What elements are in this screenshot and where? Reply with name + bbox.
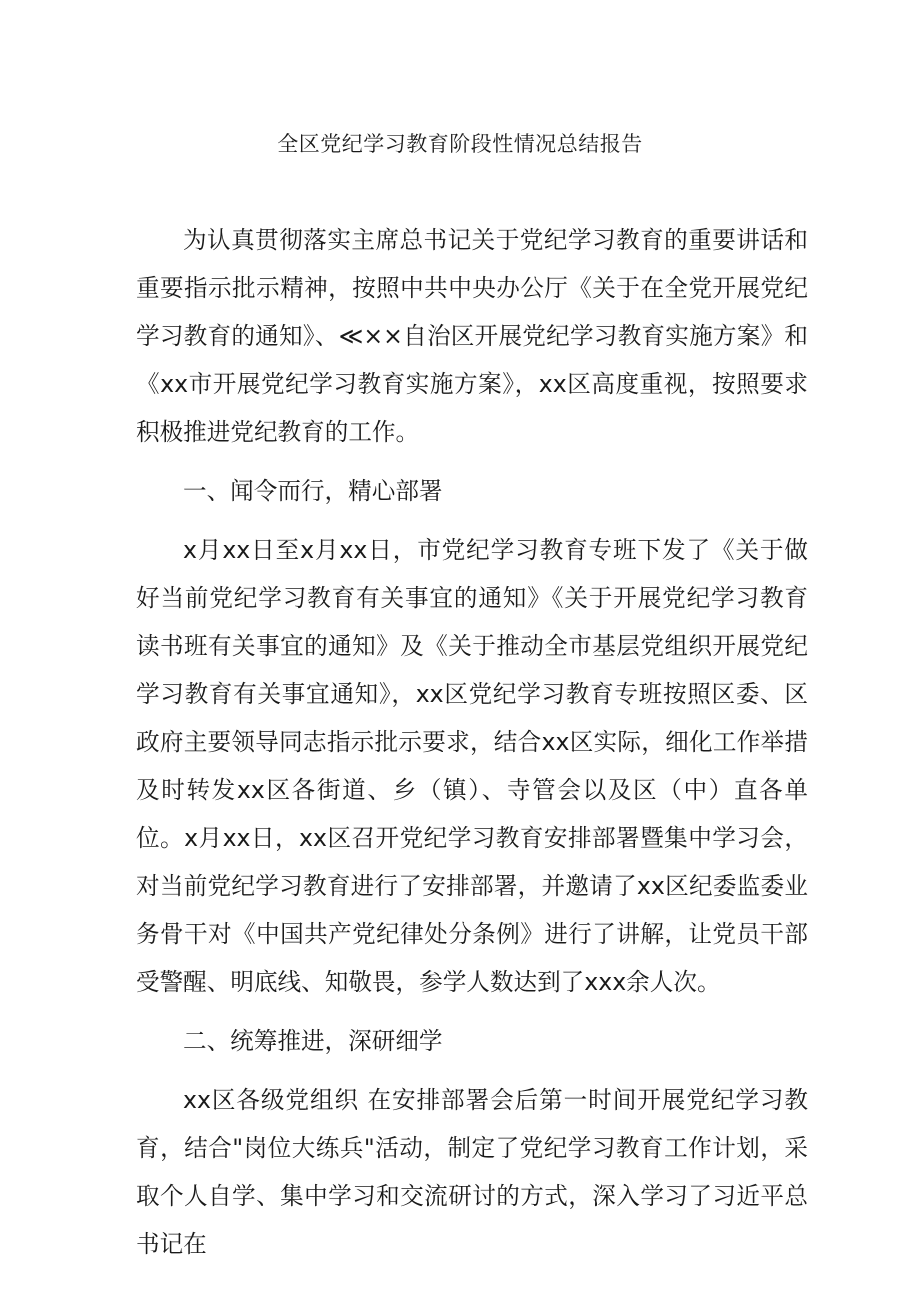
document-body bbox=[136, 216, 808, 1279]
section-1-paragraph: x月xx日至x月xx日，市党纪学习教育专班下发了《关于做好当前党纪学习教育有关事宜的通知》《关于开展党纪学习教育读书班有关事宜的通知》及《关于推动全市基层党组织开展党纪学习教育有关事宜通知》，xx区党纪学习教育专班按照区委、区政府主要领导同志指示批示要求，结合xx区实际，细化工作举措及时转发xx区各街道、乡（镇）、寺管会以及区（中）直各单位。x月xx日，xx区召开党纪学习教育安排部署暨集中学习会，对当前党纪学习教育进行了安排部署，并邀请了xx区纪委监委业务骨干对《中国共产党纪律处分条例》进行了讲解，让党员干部受警醒、明底线、知敬畏，参学人数达到了xxx余人次。 bbox=[136, 536, 808, 996]
section-heading-2: 二、统筹推进，深研细学 bbox=[183, 1027, 443, 1055]
intro-paragraph: 为认真贯彻落实主席总书记关于党纪学习教育的重要讲话和重要指示批示精神，按照中共中央办公厅《关于在全党开展党纪学习教育的通知》、≪××自治区开展党纪学习教育实施方案》和《xx市开展党纪学习教育实施方案》，xx区高度重视，按照要求积极推进党纪教育的工作。 bbox=[136, 226, 808, 446]
document-title: 全区党纪学习教育阶段性情况总结报告 bbox=[277, 132, 643, 156]
section-heading-1: 一、闻令而行，精心部署 bbox=[183, 477, 443, 505]
section-2-paragraph: xx区各级党组织 在安排部署会后第一时间开展党纪学习教育，结合"岗位大练兵"活动，制定了党纪学习教育工作计划，采取个人自学、集中学习和交流研讨的方式，深入学习了习近平总书记在 bbox=[136, 1086, 808, 1258]
